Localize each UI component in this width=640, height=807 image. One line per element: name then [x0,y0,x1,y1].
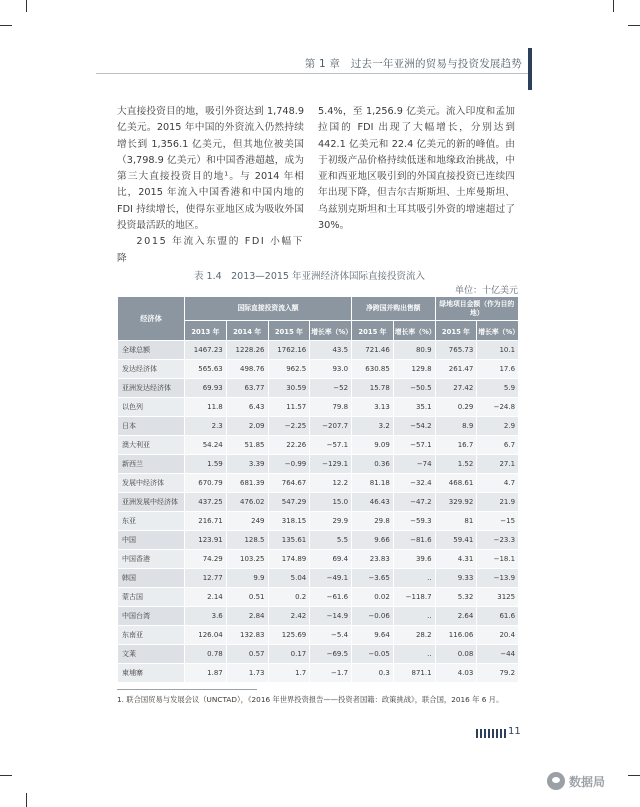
table-cell: 0.51 [226,588,268,607]
table-cell: 5.5 [310,531,352,550]
table-cell: 329.92 [435,493,477,512]
table-cell: −15 [477,512,519,531]
table-row [118,531,519,550]
table-cell: 2.84 [226,607,268,626]
table-cell: 132.83 [226,626,268,645]
table-cell: 437.25 [185,493,227,512]
table-cell: 4.7 [477,474,519,493]
header-accent-bar [528,48,532,90]
page-number-bars [476,729,506,738]
table-cell: 63.77 [226,379,268,398]
table-cell: −5.4 [310,626,352,645]
table-row [118,455,519,474]
table-unit: 单位：十亿美元 [454,286,518,296]
row-label: 东亚 [118,512,185,531]
table-cell: 15.0 [310,493,352,512]
crop-mark [26,0,27,12]
table-cell: 6.7 [477,436,519,455]
row-label: 全球总额 [118,341,185,360]
table-cell: 8.9 [435,417,477,436]
table-cell: −0.05 [352,645,394,664]
table-cell: 21.9 [477,493,519,512]
table-cell: 2.9 [477,417,519,436]
table-cell: 2.14 [185,588,227,607]
chat-bubble-icon [547,772,565,790]
paragraph: 5.4%，至 1,256.9 亿美元。流入印度和孟加拉国的 FDI 出现了大幅增长，分别达到 442.1 亿美元和 22.4 亿美元的新的峰值。由于初级产品价格持续低迷和地缘政治挑战，中亚和西亚地区吸引到的外国直接投资已连续四年出现下降，但吉尔吉斯斯坦、土库曼斯坦、乌兹别克斯坦和土耳其吸引外资的增速超过了 30%。 [318,106,515,232]
table-cell: 0.3 [352,664,394,683]
table-cell: 20.4 [477,626,519,645]
table-cell: −13.9 [477,569,519,588]
table-cell: 135.61 [268,531,310,550]
table-cell: 81.18 [352,474,394,493]
column-header-2015: 2015 年 [435,321,477,341]
table-cell: −74 [393,455,435,474]
table-cell: 3.13 [352,398,394,417]
table-cell: 69.93 [185,379,227,398]
table-cell: 12.77 [185,569,227,588]
table-cell: 27.1 [477,455,519,474]
table-cell: .. [393,645,435,664]
table-cell: −81.6 [393,531,435,550]
table-cell: −44 [477,645,519,664]
table-cell: 69.4 [310,550,352,569]
table-cell: 3125 [477,588,519,607]
table-cell: 12.2 [310,474,352,493]
paragraph: 2015 年流入东盟的 FDI 小幅下降 [117,236,304,264]
column-header-2013: 2013 年 [185,321,227,341]
table-cell: 0.78 [185,645,227,664]
table-cell: 261.47 [435,360,477,379]
table-cell: 0.2 [268,588,310,607]
table-cell: −32.4 [393,474,435,493]
table-cell: 11.8 [185,398,227,417]
table-cell: 123.91 [185,531,227,550]
table-cell: 61.6 [477,607,519,626]
crop-mark [0,25,12,26]
table-cell: 4.03 [435,664,477,683]
crop-mark [628,775,640,776]
fdi-table [117,296,519,683]
crop-mark [613,0,614,12]
table-cell: 23.83 [352,550,394,569]
table-cell: 6.43 [226,398,268,417]
table-row [118,645,519,664]
table-cell: −50.5 [393,379,435,398]
table-cell: 9.33 [435,569,477,588]
table-row [118,626,519,645]
table-cell: 15.78 [352,379,394,398]
table-cell: 10.1 [477,341,519,360]
crop-mark [0,775,12,776]
table-cell: 721.46 [352,341,394,360]
column-header-growth: 增长率（%） [477,321,519,341]
table-cell: 468.61 [435,474,477,493]
page-number: 11 [508,726,521,737]
table-cell: 129.8 [393,360,435,379]
table-cell: 0.57 [226,645,268,664]
table-row [118,341,519,360]
table-cell: 0.02 [352,588,394,607]
table-cell: 0.36 [352,455,394,474]
table-cell: 79.2 [477,664,519,683]
row-label: 发达经济体 [118,360,185,379]
table-cell: 2.09 [226,417,268,436]
table-cell: −57.1 [310,436,352,455]
row-label: 日本 [118,417,185,436]
table-row [118,436,519,455]
row-label: 中国 [118,531,185,550]
column-header-growth: 增长率（%） [393,321,435,341]
table-cell: 3.6 [185,607,227,626]
table-row [118,417,519,436]
table-cell: −61.6 [310,588,352,607]
table-cell: 2.64 [435,607,477,626]
table-row [118,512,519,531]
table-cell: 27.42 [435,379,477,398]
table-cell: 9.9 [226,569,268,588]
table-cell: 764.67 [268,474,310,493]
table-cell: 962.5 [268,360,310,379]
column-group-greenfield: 绿地项目金额（作为目的地） [435,297,519,321]
row-label: 文莱 [118,645,185,664]
table-row [118,550,519,569]
table-cell: 29.9 [310,512,352,531]
column-group-fdi-inflows: 国际直接投资流入额 [185,297,352,321]
table-cell: 128.5 [226,531,268,550]
table-cell: 93.0 [310,360,352,379]
running-header: 第 1 章 过去一年亚洲的贸易与投资发展趋势 [304,58,522,70]
table-row [118,493,519,512]
table-cell: 16.7 [435,436,477,455]
footnote: 1. 联合国贸易与发展会议（UNCTAD），《2016 年世界投资报告——投资者国籍：政策挑战》，联合国，2016 年 6 月。 [117,695,504,704]
table-cell: 81 [435,512,477,531]
table-cell: 28.2 [393,626,435,645]
table-cell: 79.8 [310,398,352,417]
table-cell: 9.09 [352,436,394,455]
table-cell: 30.59 [268,379,310,398]
table-cell: 35.1 [393,398,435,417]
column-header-economy: 经济体 [118,297,185,341]
table-cell: 9.64 [352,626,394,645]
table-cell: −47.2 [393,493,435,512]
row-label: 亚洲发达经济体 [118,379,185,398]
body-column-right [318,104,515,234]
table-cell: 318.15 [268,512,310,531]
table-cell: −59.3 [393,512,435,531]
table-cell: 103.25 [226,550,268,569]
table-cell: 46.43 [352,493,394,512]
table-row [118,569,519,588]
table-cell: 765.73 [435,341,477,360]
column-header-2015: 2015 年 [352,321,394,341]
table-cell: 1.87 [185,664,227,683]
table-cell: −23.3 [477,531,519,550]
table-cell: 3.39 [226,455,268,474]
table-cell: 126.04 [185,626,227,645]
crop-mark [26,793,27,807]
table-cell: −0.06 [352,607,394,626]
table-row [118,607,519,626]
table-cell: 1228.26 [226,341,268,360]
table-cell: 1.7 [268,664,310,683]
watermark-logo [547,772,605,790]
row-label: 新西兰 [118,455,185,474]
table-cell: 59.41 [435,531,477,550]
table-cell: −52 [310,379,352,398]
table-cell: 547.29 [268,493,310,512]
table-cell: 476.02 [226,493,268,512]
table-cell: 0.17 [268,645,310,664]
row-label: 澳大利亚 [118,436,185,455]
table-title: 表 1.4 2013—2015 年亚洲经济体国际直接投资流入 [194,271,426,282]
table-cell: 565.63 [185,360,227,379]
table-cell: 39.6 [393,550,435,569]
table-cell: 670.79 [185,474,227,493]
table-cell: 630.85 [352,360,394,379]
row-label: 中国台湾 [118,607,185,626]
table-cell: 22.26 [268,436,310,455]
table-cell: 11.57 [268,398,310,417]
table-cell: 80.9 [393,341,435,360]
table-cell: 5.9 [477,379,519,398]
table-cell: 3.2 [352,417,394,436]
header-rule [96,73,528,74]
table-body [118,341,519,683]
table-cell: −3.65 [352,569,394,588]
table-row [118,360,519,379]
table-cell: −129.1 [310,455,352,474]
table-row [118,474,519,493]
table-cell: 216.71 [185,512,227,531]
table-cell: 498.76 [226,360,268,379]
column-group-mna-sales: 净跨国并购出售额 [352,297,436,321]
table-cell: −24.8 [477,398,519,417]
watermark-text: 数据局 [569,774,606,789]
table-cell: 249 [226,512,268,531]
row-label: 发展中经济体 [118,474,185,493]
table-cell: .. [393,607,435,626]
table-cell: 0.29 [435,398,477,417]
row-label: 韩国 [118,569,185,588]
table-cell: 116.06 [435,626,477,645]
body-column-left [117,104,304,267]
table-cell: 5.04 [268,569,310,588]
column-header-growth: 增长率（%） [310,321,352,341]
table-cell: −207.7 [310,417,352,436]
table-cell: 1.73 [226,664,268,683]
table-cell: 2.3 [185,417,227,436]
table-cell: 43.5 [310,341,352,360]
table-row [118,664,519,683]
table-cell: 9.66 [352,531,394,550]
table-cell: 0.08 [435,645,477,664]
table-cell: −57.1 [393,436,435,455]
crop-mark [628,25,640,26]
table-cell: 1.52 [435,455,477,474]
table-cell: 1762.16 [268,341,310,360]
table-cell: −1.7 [310,664,352,683]
table-row [118,588,519,607]
table-cell: 5.32 [435,588,477,607]
table-cell: 125.69 [268,626,310,645]
footnote-rule [117,689,257,690]
table-cell: 54.24 [185,436,227,455]
table-cell: 2.42 [268,607,310,626]
table-cell: 74.29 [185,550,227,569]
row-label: 柬埔寨 [118,664,185,683]
row-label: 东南亚 [118,626,185,645]
table-cell: 4.31 [435,550,477,569]
table-cell: −118.7 [393,588,435,607]
table-cell: −54.2 [393,417,435,436]
table-cell: −49.1 [310,569,352,588]
table-cell: 51.85 [226,436,268,455]
table-cell: 871.1 [393,664,435,683]
row-label: 蒙古国 [118,588,185,607]
paragraph: 大直接投资目的地，吸引外资达到 1,748.9 亿美元。2015 年中国的外资流入仍然持续增长到 1,356.1 亿美元，但其地位被美国（3,798.9 亿美元）和中国香港超越，成为第三大直接投资目的地¹。与 2014 年相比，2015 年流入中国香港和中国内地的 FDI 持续增长，使得东亚地区成为吸收外国投资最活跃的地区。 [117,106,304,232]
table-cell: −14.9 [310,607,352,626]
column-header-2015: 2015 年 [268,321,310,341]
table-cell: 1.59 [185,455,227,474]
table-cell: −18.1 [477,550,519,569]
table-cell: 29.8 [352,512,394,531]
table-cell: −0.99 [268,455,310,474]
table-cell: 1467.23 [185,341,227,360]
table-cell: 174.89 [268,550,310,569]
table-cell: 17.6 [477,360,519,379]
table-cell: −69.5 [310,645,352,664]
row-label: 中国香港 [118,550,185,569]
table-cell: 681.39 [226,474,268,493]
table-row [118,398,519,417]
row-label: 以色列 [118,398,185,417]
table-row [118,379,519,398]
table-cell: .. [393,569,435,588]
column-header-2014: 2014 年 [226,321,268,341]
table-cell: −2.25 [268,417,310,436]
row-label: 亚洲发展中经济体 [118,493,185,512]
